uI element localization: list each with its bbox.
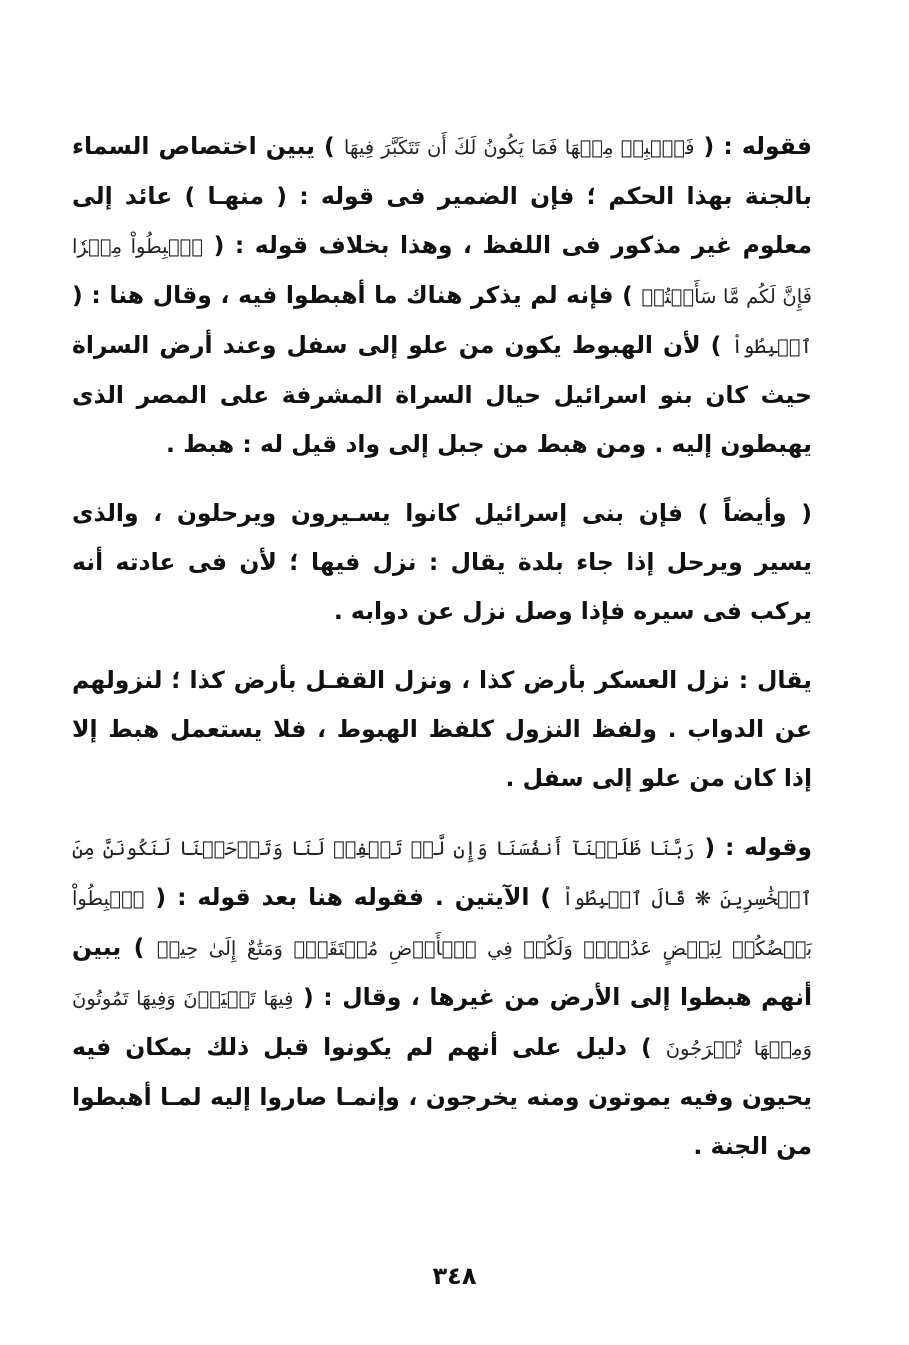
quran-verse: ٱهۡبِطُواْ	[731, 335, 812, 358]
quran-verse: فَٱهۡبِطۡ مِنۡهَا فَمَا يَكُونُ لَكَ أَن تَتَكَبَّرَ فِيهَا	[343, 136, 695, 159]
page-number: ٣٤٨	[432, 1262, 477, 1290]
prose-text: ) لأن الهبوط يكون من علو إلى سفل وعند أرض السراة حيث كان بنو اسرائيل حيال السراة المشرفة على المصر الذى يهبطون إليه . ومن هبط من جبل إلى واد قيل له : هبط .	[72, 331, 812, 458]
paragraph	[72, 823, 812, 1171]
prose-text: يقال : نزل العسكر بأرض كذا ، ونزل القفـل بأرض كذا ؛ لنزولهم عن الدواب . ولفظ النزول كلفظ الهبوط ، فلا يستعمل هبط إلا إذا كان من علو إلى سفل .	[72, 666, 812, 792]
paragraph-gap	[72, 636, 812, 656]
quran-verse: ٱهۡبِطُواْ بَعۡضُكُمۡ لِبَعۡضٍ عَدُوّٞۖ وَلَكُمۡ فِي ٱلۡأَرۡضِ مُسۡتَقَرّٞ وَمَتَٰعٌ إِلَىٰ حِينٖ	[72, 887, 812, 960]
prose-text: فقوله : (	[694, 132, 813, 160]
quran-verse: فِيهَا تَحۡيَوۡنَ وَفِيهَا تَمُوتُونَ وَمِنۡهَا تُخۡرَجُونَ	[72, 987, 812, 1060]
quran-verse: رَبَّنَا ظَلَمۡنَآ أَنفُسَنَا وَإِن لَّمۡ تَغۡفِرۡ لَنَا وَتَرۡحَمۡنَا لَنَكُونَنَّ مِنَ ٱلۡخَٰسِرِينَ ❋ قَالَ ٱهۡبِطُواْ	[72, 837, 812, 910]
prose-text: ( وأيضاً ) فإن بنى إسرائيل كانوا يسـيرون ويرحلون ، والذى يسير ويرحل إذا جاء بلدة يقال : نزل فيها ؛ لأن فى عادته أنه يركب فى سيره فإذا وصل نزل عن دوابه .	[72, 499, 812, 625]
paragraph	[72, 656, 812, 803]
prose-text: ) يبين اختصاص السماء بالجنة بهذا الحكم ؛ فإن الضمير فى قوله : ( منهـا ) عائد إلى معلوم غير مذكور فى اللفظ ، وهذا بخلاف قوله : (	[72, 132, 812, 259]
prose-text: ) فإنه لم يذكر هناك ما أهبطوا فيه ، وقال هنا : (	[72, 281, 642, 309]
quran-verse: ٱهۡبِطُواْ مِصۡرٗا فَإِنَّ لَكُم مَّا سَأَلۡتُمۡ	[72, 235, 812, 308]
paragraph-gap	[72, 803, 812, 823]
body-text	[72, 122, 812, 1171]
prose-text: وقوله : (	[694, 833, 812, 861]
paragraph-gap	[72, 469, 812, 489]
paragraph	[72, 122, 812, 469]
prose-text: ) يبين أنهم هبطوا إلى الأرض من غيرها ، وقال : (	[72, 933, 812, 1011]
prose-text: ) دليل على أنهم لم يكونوا قبل ذلك بمكان فيه يحيون وفيه يموتون ومنه يخرجون ، وإنمـا صاروا إليه لمـا أهبطوا من الجنة .	[72, 1033, 812, 1160]
prose-text: ) الآيتين . فقوله هنا بعد قوله : (	[144, 883, 563, 911]
paragraph	[72, 489, 812, 636]
